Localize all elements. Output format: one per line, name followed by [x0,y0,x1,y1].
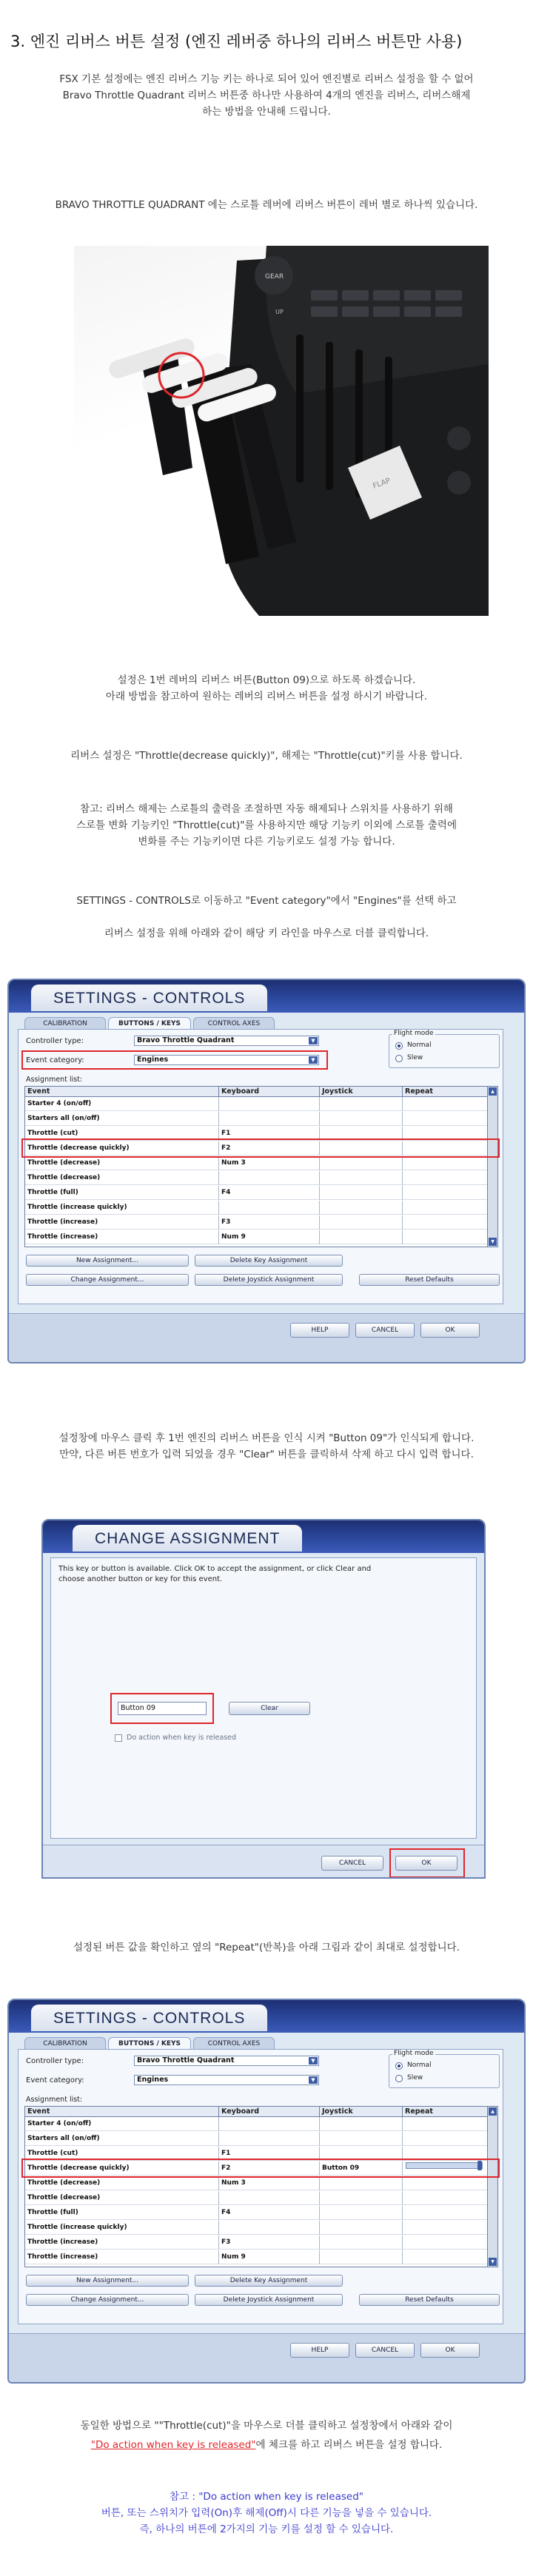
table-cell [403,2132,489,2146]
assignment-list-label: Assignment list: [26,2096,83,2104]
flight-mode-group: Flight mode Normal Slew [389,1034,500,1068]
table-cell [403,2191,489,2205]
chevron-down-icon: ▼ [309,1056,318,1064]
settings-controls-dialog-1 [7,979,526,1364]
table-row[interactable] [25,1201,487,1215]
table-cell [219,1112,320,1126]
change-cancel-button[interactable]: CANCEL [321,1856,383,1871]
table-cell: Throttle (increase) [25,2235,219,2250]
table-cell: Throttle (decrease) [25,2191,219,2205]
table-cell: Throttle (decrease) [25,2176,219,2190]
table-cell [219,2117,320,2131]
table-cell [320,1097,403,1111]
new-assignment-button[interactable]: New Assignment... [26,2275,189,2287]
intro-text: FSX 기본 설정에는 엔진 리버스 기능 키는 하나로 되어 있어 엔진별로 리버스 설정을 할 수 없어 Bravo Throttle Quadrant 리버스 버튼중 하나만 사용하여 4개의 엔진을 리버스, 리버스해제 하는 방법을 안내해 드립니다. [59,73,474,118]
table-cell: Starter 4 (on/off) [25,1097,219,1111]
table-cell [320,1156,403,1170]
table-cell [403,1201,489,1215]
instruction-recognize-button: 설정창에 마우스 클릭 후 1번 엔진의 리버스 버튼을 인식 시켜 "Button 09"가 인식되게 합니다. 만약, 다른 버튼 번호가 입력 되었을 경우 "Clear" 버튼을 클릭하셔 삭제 하고 다시 입력 합니다. [58,1432,475,1460]
help-button[interactable]: HELP [290,1323,349,1338]
reset-defaults-button[interactable]: Reset Defaults [359,1274,500,1286]
bravo-note: BRAVO THROTTLE QUADRANT 에는 스로틀 레버에 리버스 버튼이 레버 별로 하나씩 있습니다. [55,199,478,211]
chevron-down-icon: ▼ [309,2057,318,2065]
table-row[interactable] [25,2176,487,2190]
table-cell: F1 [219,2147,320,2161]
table-cell [403,1156,489,1170]
table-cell [403,1215,489,1230]
table-row[interactable] [25,2191,487,2205]
table-cell [320,2176,403,2190]
table-cell: Num 9 [219,1230,320,1244]
table-cell: Throttle (cut) [25,2147,219,2161]
throttle-quadrant-illustration [74,246,489,616]
decrease-quickly-row-highlight [21,1138,500,1158]
table-cell: F2 [219,1141,320,1155]
settings-controls-dialog-2 [7,1999,526,2384]
chevron-down-icon: ▼ [309,1037,318,1044]
scroll-up-icon[interactable]: ▲ [489,1087,497,1096]
cancel-button[interactable]: CANCEL [355,1323,415,1338]
table-cell [320,1215,403,1230]
table-cell: Throttle (increase) [25,1215,219,1230]
help-button[interactable]: HELP [290,2343,349,2358]
table-cell: Throttle (decrease quickly) [25,1141,219,1155]
cancel-button[interactable]: CANCEL [355,2343,415,2358]
table-cell [219,2221,320,2235]
scroll-up-icon[interactable]: ▲ [489,2107,497,2116]
table-cell: Throttle (full) [25,2206,219,2220]
flap-label: FLAP [372,477,392,491]
assignment-grid-2: Event Keyboard Joystick Repeat Starter 4 (on/off) Starters all (on/off) Throttle (cut) F1 Throttle (decrease quickly) F2 Button 09 Throttle (decrease) Num 3 Throttle (decrease) Throttle (full) F4 Throttle (increase quickly) Throttle (increase) F3 Throttle (increase) Num 9 ▲ ▼ [24,2106,498,2267]
instruction-note: 참고: 리버스 해제는 스로틀의 출력을 조절하면 자동 해제되나 스위치를 사용하기 위해 스로틀 변화 기능키인 "Throttle(cut)"를 사용하지만 해당 기능키 이외에 스로틀 출력에 변화를 주는 기능키이면 다른 기능키로도 설정 가능 합니다. [76,803,457,848]
scroll-down-icon[interactable]: ▼ [489,1238,497,1246]
tab-control-axes[interactable]: CONTROL AXES [193,1017,275,1029]
table-cell: Num 9 [219,2250,320,2264]
tab-calibration[interactable]: CALIBRATION [24,2037,106,2049]
table-cell [320,2191,403,2205]
delete-key-assignment-button[interactable]: Delete Key Assignment [195,1255,343,1267]
event-category-label: Event category: [26,2076,84,2084]
table-cell: Button 09 [320,2161,403,2176]
table-row[interactable] [25,2206,487,2220]
table-cell: Throttle (increase) [25,1230,219,1244]
scroll-down-icon[interactable]: ▼ [489,2258,497,2266]
clear-button[interactable]: Clear [229,1702,310,1715]
new-assignment-button[interactable]: New Assignment... [26,1255,189,1267]
grid-scrollbar[interactable] [487,2107,497,2267]
table-cell: Num 3 [219,2176,320,2190]
tab-buttons-keys[interactable]: BUTTONS / KEYS [108,2037,191,2049]
table-cell [403,2176,489,2190]
change-instructions: This key or button is available. Click OK to accept the assignment, or click Clear and choose another button or key for this event. [58,1565,372,1583]
table-cell [219,1201,320,1215]
instruction-settings-controls: SETTINGS - CONTROLS로 이동하고 "Event category"에서 "Engines"를 선택 하고 [76,895,457,907]
table-cell [219,2132,320,2146]
throttle-quadrant-photo [74,246,489,616]
controller-type-label: Controller type: [26,2057,84,2065]
table-cell: Starters all (on/off) [25,1112,219,1126]
release-checkbox[interactable] [115,1734,122,1742]
change-assignment-button[interactable]: Change Assignment... [26,2294,189,2306]
table-row[interactable] [25,2132,487,2146]
table-cell [320,1186,403,1200]
table-row[interactable] [25,1215,487,1230]
assignment-grid: Event Keyboard Joystick Repeat Starter 4 (on/off) Starters all (on/off) Throttle (cut) F1 Throttle (decrease quickly) F2 Throttle (decrease) Num 3 Throttle (decrease) Throttle (full) F4 Throttle (increase quickly) Throttle (increase) F3 Throttle (increase) Num 9 ▲ ▼ [24,1086,498,1247]
table-cell [403,1112,489,1126]
table-cell: Throttle (cut) [25,1127,219,1141]
table-cell: Throttle (decrease quickly) [25,2161,219,2176]
normal-radio[interactable] [395,1042,403,1050]
dialog-title: SETTINGS - CONTROLS [31,985,267,1011]
flight-mode-group: Flight mode Normal Slew [389,2054,500,2088]
table-cell: Throttle (increase quickly) [25,2221,219,2235]
tab-control-axes[interactable]: CONTROL AXES [193,2037,275,2049]
instruction-double-click: 리버스 설정을 위해 아래와 같이 해당 키 라인을 마우스로 더블 클릭합니다. [104,928,429,939]
table-cell [403,1186,489,1200]
table-cell [320,1230,403,1244]
table-cell: F2 [219,2161,320,2176]
table-cell: Throttle (full) [25,1186,219,1200]
table-cell: Throttle (increase quickly) [25,1201,219,1215]
delete-joystick-assignment-button[interactable]: Delete Joystick Assignment [195,2294,343,2306]
table-row[interactable] [25,2221,487,2235]
change-assignment-button[interactable]: Change Assignment... [26,1274,189,1286]
event-category-highlight [21,1050,328,1070]
table-row[interactable] [25,1186,487,1200]
event-category-label: Event category: [26,1056,84,1064]
instruction-release-check: "Do action when key is released"에 체크를 하고 리버스 버튼을 설정 합니다. [90,2439,443,2451]
ok-button-highlight [389,1848,465,1878]
table-cell: F4 [219,2206,320,2220]
event-category-select[interactable]: Engines ▼ [134,1055,319,1065]
table-cell: F3 [219,2235,320,2250]
delete-joystick-assignment-button[interactable]: Delete Joystick Assignment [195,1274,343,1286]
assignment-field-highlight [110,1693,214,1724]
table-cell [320,2206,403,2220]
table-cell [320,2235,403,2250]
table-cell: F3 [219,1215,320,1230]
assignment-list-label: Assignment list: [26,1076,83,1084]
table-cell: Starters all (on/off) [25,2132,219,2146]
up-label: UP [275,309,284,315]
change-ok-button[interactable]: OK [395,1856,457,1871]
delete-key-assignment-button[interactable]: Delete Key Assignment [195,2275,343,2287]
table-cell [320,2221,403,2235]
controller-type-select[interactable]: Bravo Throttle Quadrant ▼ [134,1036,319,1046]
table-cell [403,2206,489,2220]
table-row[interactable] [25,1112,487,1126]
slew-radio[interactable] [395,2075,403,2082]
instruction-repeat: 설정된 버튼 값을 확인하고 옆의 "Repeat"(반복)을 아래 그림과 같이 최대로 설정합니다. [73,1942,460,1953]
table-row[interactable] [25,2235,487,2250]
reset-defaults-button[interactable]: Reset Defaults [359,2294,500,2306]
tab-buttons-keys[interactable]: BUTTONS / KEYS [108,1017,191,1029]
table-cell: Throttle (decrease) [25,1156,219,1170]
note-release-action: 참고 : "Do action when key is released" 버튼, 또는 스위치가 입력(On)후 해제(Off)시 다른 기능을 넣을 수 있습니다. 즉, 하나의 버튼에 2가지의 기능 키를 설정 할 수 있습니다. [101,2491,432,2535]
table-row[interactable] [25,1097,487,1111]
table-cell [320,1201,403,1215]
controller-type-label: Controller type: [26,1037,84,1045]
table-cell: F1 [219,1127,320,1141]
table-row[interactable] [25,1156,487,1170]
chevron-down-icon: ▼ [309,2076,318,2084]
gear-label: GEAR [265,273,284,281]
table-cell [403,1230,489,1244]
release-checkbox-label: Do action when key is released [127,1734,237,1742]
table-row[interactable] [25,1230,487,1244]
table-cell: Throttle (decrease) [25,1171,219,1185]
table-cell [403,2117,489,2131]
table-cell: Starter 4 (on/off) [25,2117,219,2131]
table-cell: Num 3 [219,1156,320,1170]
table-cell: Throttle (increase) [25,2250,219,2264]
table-row[interactable] [25,1171,487,1185]
table-cell [320,2117,403,2131]
table-row[interactable] [25,2117,487,2131]
page-title: 3. 엔진 리버스 버튼 설정 (엔진 레버중 하나의 리버스 버튼만 사용) [10,33,463,50]
table-cell [403,2221,489,2235]
table-cell [403,2250,489,2264]
ok-button[interactable]: OK [420,2343,480,2358]
tab-calibration[interactable]: CALIBRATION [24,1017,106,1029]
table-cell [320,2132,403,2146]
controller-type-select[interactable]: Bravo Throttle Quadrant ▼ [134,2056,319,2066]
table-cell [403,1097,489,1111]
instruction-reverse-keys: 리버스 설정은 "Throttle(decrease quickly)", 해제는 "Throttle(cut)"키를 사용 합니다. [70,750,463,762]
instruction-button09: 설정은 1번 레버의 리버스 버튼(Button 09)으로 하도록 하겠습니다. 아래 방법을 참고하여 원하는 레버의 리버스 버튼을 설정 하시기 바랍니다. [105,674,428,702]
change-assignment-dialog [41,1519,486,1879]
grid-scrollbar[interactable] [487,1087,497,1247]
table-cell [219,1097,320,1111]
slew-radio[interactable] [395,1055,403,1062]
table-cell [320,2250,403,2264]
event-category-select[interactable]: Engines ▼ [134,2075,319,2085]
table-cell [219,2191,320,2205]
table-cell: F4 [219,1186,320,1200]
table-cell [403,2235,489,2250]
table-row[interactable] [25,2250,487,2264]
ok-button[interactable]: OK [420,1323,480,1338]
dialog-title-2: SETTINGS - CONTROLS [31,2005,267,2031]
instruction-throttle-cut: 동일한 방법으로 ""Throttle(cut)"을 마우스로 더블 클릭하고 설정창에서 아래와 같이 [80,2420,453,2432]
decrease-quickly-row-highlight [21,2159,500,2178]
change-dialog-title: CHANGE ASSIGNMENT [73,1525,302,1552]
table-cell [219,1171,320,1185]
assignment-field[interactable]: Button 09 [118,1702,207,1715]
normal-radio[interactable] [395,2062,403,2070]
table-cell [320,1112,403,1126]
table-cell [320,1171,403,1185]
table-cell [403,1171,489,1185]
